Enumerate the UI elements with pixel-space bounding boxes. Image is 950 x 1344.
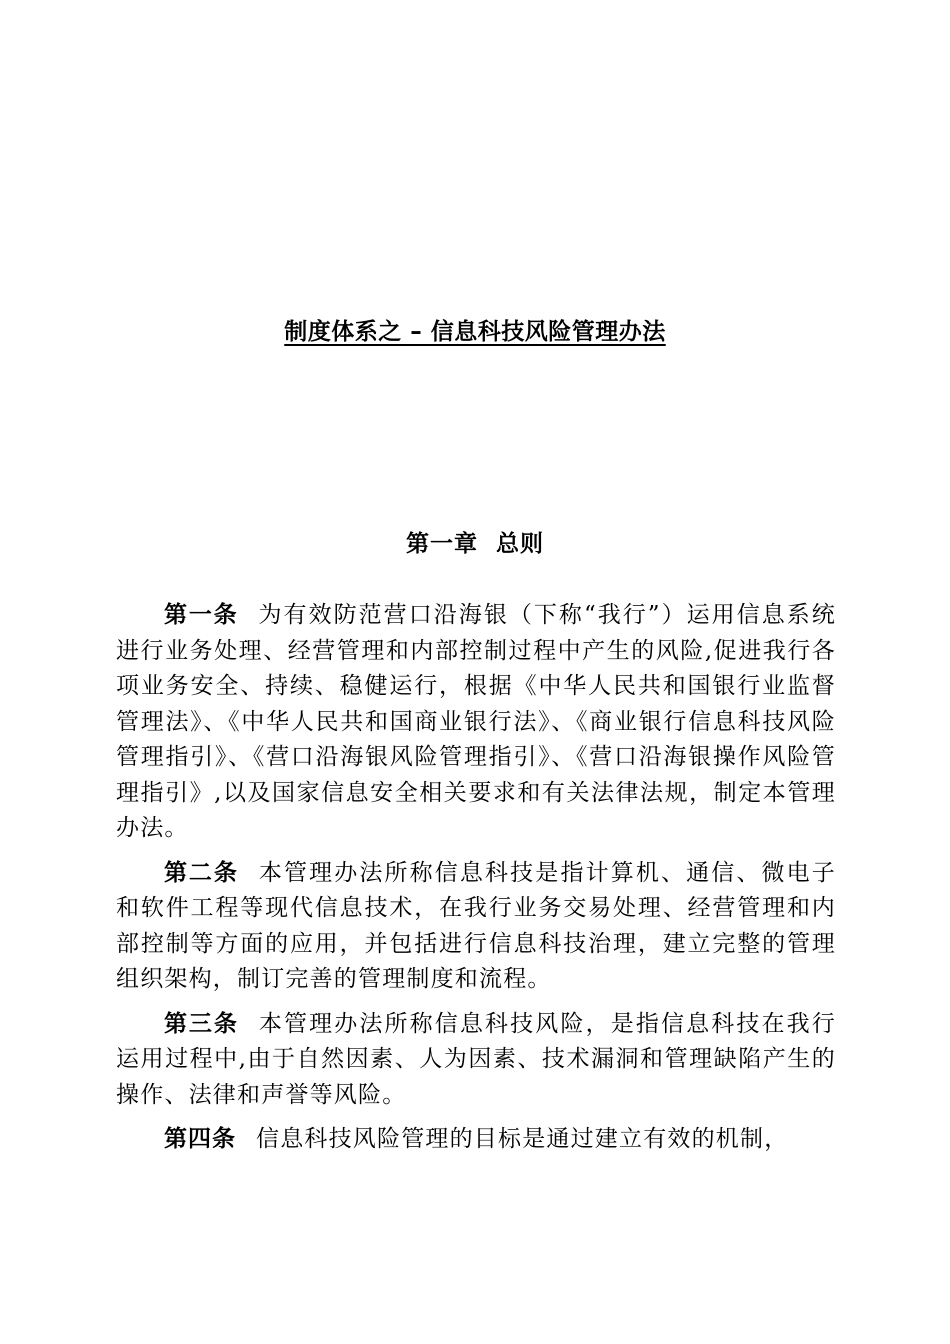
chapter-title: 第一章 总则 (405, 531, 544, 557)
article-number: 第二条 (164, 859, 239, 886)
article-text: 为有效防范营口沿海银（下称“我行”）运用信息系统进行业务处理、经营管理和内部控制过程中产生的风险,促进我行各项业务安全、持续、稳健运行，根据《中华人民共和国银行业监督管理法》、《中华人民共和国商业银行法》、《商业银行信息科技风险管理指引》、《营口沿海银风险管理指引》、《营口沿海银操作风险管理指引》,以及国家信息安全相关要求和有关法律法规，制定本管理办法。 (116, 602, 837, 841)
article-number: 第一条 (164, 602, 239, 628)
document-title-text: 制度体系之 – 信息科技风险管理办法 (284, 319, 666, 345)
document-title (0, 314, 950, 350)
article-2 (116, 856, 836, 998)
document-body (116, 598, 836, 1167)
article-number: 第三条 (164, 1010, 239, 1037)
article-text: 本管理办法所称信息科技风险，是指信息科技在我行运用过程中,由于自然因素、人为因素、技术漏洞和管理缺陷产生的操作、法律和声誉等风险。 (116, 1010, 836, 1108)
article-text: 信息科技风险管理的目标是通过建立有效的机制， (256, 1126, 789, 1152)
article-1 (116, 598, 836, 847)
article-4 (116, 1122, 836, 1158)
article-text: 本管理办法所称信息科技是指计算机、通信、微电子和软件工程等现代信息技术，在我行业务交易处理、经营管理和内部控制等方面的应用，并包括进行信息科技治理，建立完整的管理组织架构，制订完善的管理制度和流程。 (116, 859, 836, 992)
article-number: 第四条 (164, 1126, 236, 1152)
article-3 (116, 1007, 836, 1114)
